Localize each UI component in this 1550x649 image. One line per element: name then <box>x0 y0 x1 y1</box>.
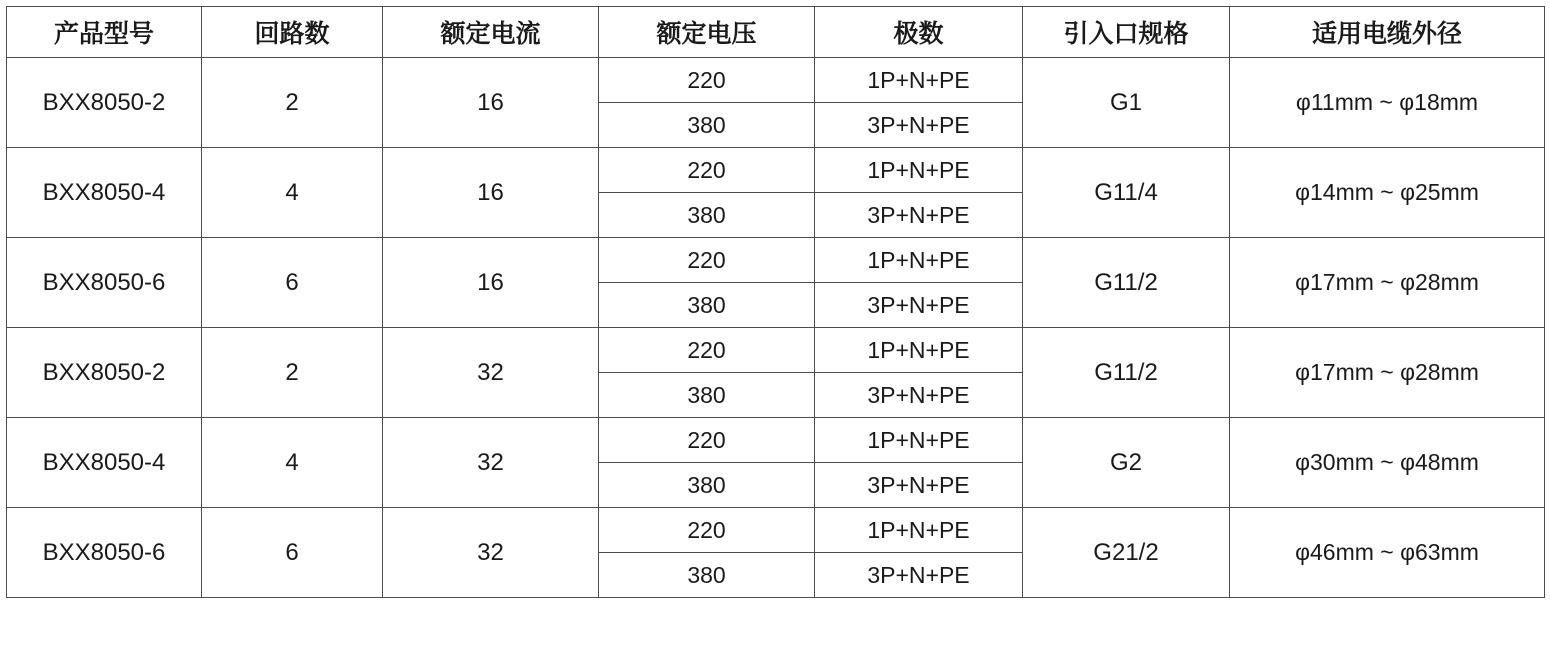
specification-table <box>6 6 1545 598</box>
cell-product-model: BXX8050-4 <box>7 148 202 238</box>
cell-rated-voltage: 220 <box>599 418 815 463</box>
cell-inlet-spec: G11/2 <box>1023 238 1230 328</box>
header-rated-voltage: 额定电压 <box>599 7 815 58</box>
header-circuit-count: 回路数 <box>202 7 383 58</box>
cell-pole-number: 1P+N+PE <box>815 238 1023 283</box>
table-row <box>7 58 1545 103</box>
cell-cable-diameter: φ30mm ~ φ48mm <box>1230 418 1545 508</box>
header-rated-current: 额定电流 <box>383 7 599 58</box>
cell-pole-number: 3P+N+PE <box>815 283 1023 328</box>
cell-circuit-count: 6 <box>202 508 383 598</box>
cell-rated-voltage: 380 <box>599 283 815 328</box>
cell-product-model: BXX8050-4 <box>7 418 202 508</box>
cell-circuit-count: 2 <box>202 58 383 148</box>
cell-product-model: BXX8050-2 <box>7 328 202 418</box>
cell-product-model: BXX8050-6 <box>7 238 202 328</box>
cell-circuit-count: 4 <box>202 148 383 238</box>
cell-rated-voltage: 220 <box>599 328 815 373</box>
cell-circuit-count: 6 <box>202 238 383 328</box>
cell-product-model: BXX8050-2 <box>7 58 202 148</box>
cell-rated-voltage: 380 <box>599 193 815 238</box>
cell-rated-voltage: 380 <box>599 373 815 418</box>
cell-rated-voltage: 220 <box>599 58 815 103</box>
cell-rated-current: 32 <box>383 328 599 418</box>
cell-pole-number: 3P+N+PE <box>815 373 1023 418</box>
cell-rated-voltage: 380 <box>599 463 815 508</box>
cell-inlet-spec: G11/2 <box>1023 328 1230 418</box>
table-row <box>7 148 1545 193</box>
header-cable-diameter: 适用电缆外径 <box>1230 7 1545 58</box>
cell-rated-current: 16 <box>383 58 599 148</box>
cell-rated-current: 32 <box>383 418 599 508</box>
cell-inlet-spec: G1 <box>1023 58 1230 148</box>
header-product-model: 产品型号 <box>7 7 202 58</box>
table-row <box>7 508 1545 553</box>
cell-rated-voltage: 220 <box>599 238 815 283</box>
header-pole-number: 极数 <box>815 7 1023 58</box>
cell-pole-number: 3P+N+PE <box>815 103 1023 148</box>
cell-pole-number: 3P+N+PE <box>815 463 1023 508</box>
cell-pole-number: 1P+N+PE <box>815 58 1023 103</box>
cell-circuit-count: 4 <box>202 418 383 508</box>
cell-pole-number: 3P+N+PE <box>815 193 1023 238</box>
cell-cable-diameter: φ11mm ~ φ18mm <box>1230 58 1545 148</box>
table-row <box>7 238 1545 283</box>
cell-pole-number: 3P+N+PE <box>815 553 1023 598</box>
cell-inlet-spec: G2 <box>1023 418 1230 508</box>
table-row <box>7 328 1545 373</box>
cell-product-model: BXX8050-6 <box>7 508 202 598</box>
cell-rated-current: 32 <box>383 508 599 598</box>
cell-inlet-spec: G11/4 <box>1023 148 1230 238</box>
table-row <box>7 418 1545 463</box>
cell-cable-diameter: φ14mm ~ φ25mm <box>1230 148 1545 238</box>
cell-inlet-spec: G21/2 <box>1023 508 1230 598</box>
cell-rated-voltage: 380 <box>599 553 815 598</box>
cell-cable-diameter: φ46mm ~ φ63mm <box>1230 508 1545 598</box>
table-header-row <box>7 7 1545 58</box>
cell-cable-diameter: φ17mm ~ φ28mm <box>1230 328 1545 418</box>
cell-circuit-count: 2 <box>202 328 383 418</box>
cell-cable-diameter: φ17mm ~ φ28mm <box>1230 238 1545 328</box>
cell-rated-voltage: 380 <box>599 103 815 148</box>
cell-pole-number: 1P+N+PE <box>815 148 1023 193</box>
cell-rated-voltage: 220 <box>599 508 815 553</box>
cell-rated-voltage: 220 <box>599 148 815 193</box>
cell-pole-number: 1P+N+PE <box>815 418 1023 463</box>
cell-pole-number: 1P+N+PE <box>815 328 1023 373</box>
header-inlet-spec: 引入口规格 <box>1023 7 1230 58</box>
cell-pole-number: 1P+N+PE <box>815 508 1023 553</box>
cell-rated-current: 16 <box>383 238 599 328</box>
cell-rated-current: 16 <box>383 148 599 238</box>
